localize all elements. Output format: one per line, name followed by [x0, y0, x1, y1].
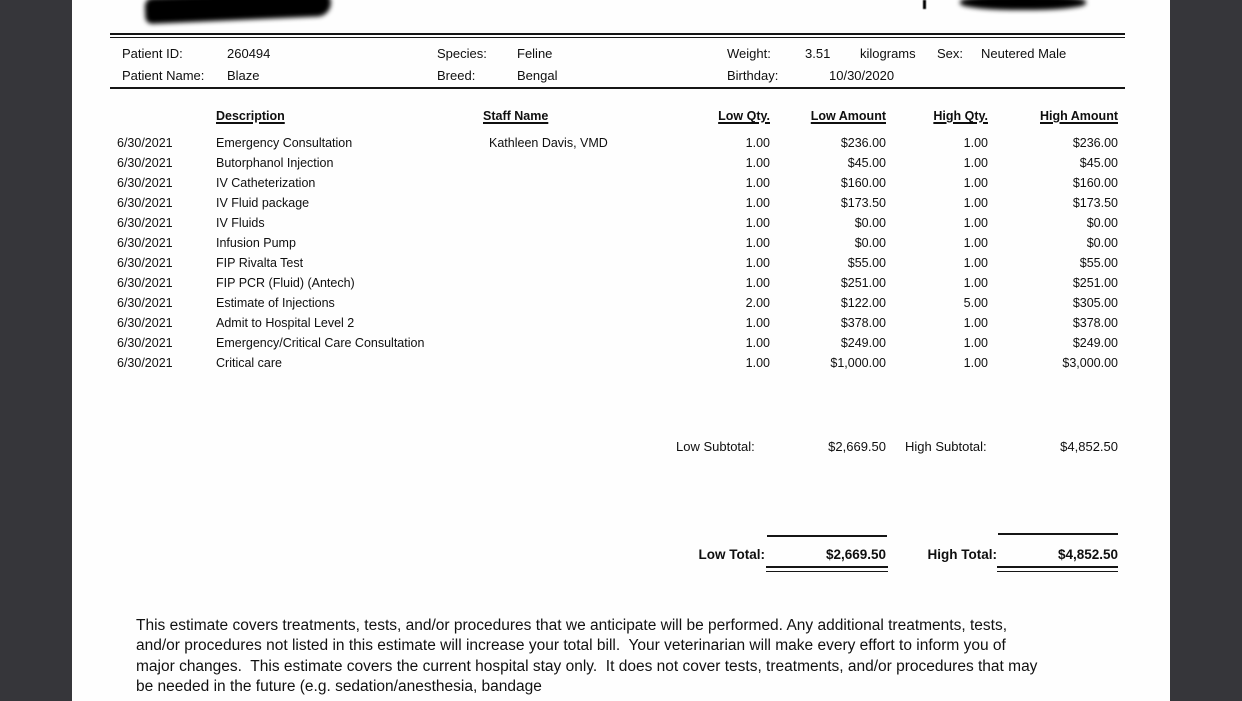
- row-date: 6/30/2021: [117, 176, 173, 190]
- row-date: 6/30/2021: [117, 296, 173, 310]
- table-row: [72, 353, 1170, 373]
- column-header-low-qty: Low Qty.: [718, 109, 770, 123]
- row-description: FIP PCR (Fluid) (Antech): [216, 276, 355, 290]
- row-high-qty: 1.00: [963, 196, 988, 210]
- row-description: Butorphanol Injection: [216, 156, 334, 170]
- table-row: [72, 213, 1170, 233]
- row-date: 6/30/2021: [117, 356, 173, 370]
- column-header-high-qty: High Qty.: [933, 109, 988, 123]
- redacted-clinic-logo: [145, 0, 332, 24]
- document-page: [72, 0, 1170, 701]
- row-high-amount: $55.00: [1079, 256, 1118, 270]
- high-total-double-rule: [997, 566, 1118, 568]
- row-low-qty: 1.00: [745, 336, 770, 350]
- row-low-qty: 1.00: [745, 356, 770, 370]
- row-description: FIP Rivalta Test: [216, 256, 304, 270]
- redacted-text-remnant: [923, 0, 926, 9]
- row-description: Emergency Consultation: [216, 136, 353, 150]
- row-low-qty: 1.00: [745, 276, 770, 290]
- column-header-low-amount: Low Amount: [810, 109, 886, 123]
- row-low-amount: $45.00: [847, 156, 886, 170]
- row-high-qty: 1.00: [963, 176, 988, 190]
- row-high-qty: 1.00: [963, 236, 988, 250]
- row-high-qty: 1.00: [963, 356, 988, 370]
- table-row: [72, 153, 1170, 173]
- high-subtotal-label: High Subtotal:: [905, 439, 987, 454]
- row-low-amount: $55.00: [847, 256, 886, 270]
- row-high-amount: $3,000.00: [1062, 356, 1118, 370]
- high-total-value: $4,852.50: [1057, 547, 1118, 562]
- header-double-rule: [110, 33, 1125, 35]
- row-low-amount: $173.50: [840, 196, 886, 210]
- low-subtotal-label: Low Subtotal:: [676, 439, 755, 454]
- row-high-qty: 1.00: [963, 276, 988, 290]
- row-low-qty: 1.00: [745, 256, 770, 270]
- row-high-qty: 1.00: [963, 156, 988, 170]
- redacted-header-stamp: [960, 0, 1086, 10]
- row-high-amount: $0.00: [1086, 216, 1118, 230]
- low-total-value: $2,669.50: [825, 547, 886, 562]
- low-total-label: Low Total:: [698, 547, 765, 562]
- row-low-amount: $160.00: [840, 176, 886, 190]
- row-high-amount: $305.00: [1072, 296, 1118, 310]
- row-low-qty: 1.00: [745, 176, 770, 190]
- header-bottom-rule: [110, 87, 1125, 89]
- row-low-qty: 1.00: [745, 196, 770, 210]
- disclaimer-text: This estimate covers treatments, tests, and/or procedures that we anticipate will be performed. Any additional treatments, tests, and/or procedures not listed in this estimate will increase your total bill. Your veterinarian will make every effort to inform you of major changes. This estimate covers the current hospital stay only. It does not cover tests, treatments, and/or procedures that may be needed in the future (e.g. sedation/anesthesia, bandage: [136, 617, 1042, 695]
- table-row: [72, 133, 1170, 153]
- row-date: 6/30/2021: [117, 216, 173, 230]
- row-low-amount: $249.00: [840, 336, 886, 350]
- sex-value: Neutered Male: [981, 46, 1067, 61]
- row-low-amount: $236.00: [840, 136, 886, 150]
- weight-unit: kilograms: [860, 46, 916, 61]
- row-description: Estimate of Injections: [216, 296, 335, 310]
- breed-value: Bengal: [517, 68, 558, 83]
- high-subtotal-value: $4,852.50: [1060, 439, 1118, 454]
- row-low-qty: 1.00: [745, 216, 770, 230]
- table-row: [72, 293, 1170, 313]
- row-high-amount: $0.00: [1086, 236, 1118, 250]
- weight-value: 3.51: [805, 46, 831, 61]
- row-high-qty: 1.00: [963, 316, 988, 330]
- row-high-amount: $251.00: [1072, 276, 1118, 290]
- row-staff-name: Kathleen Davis, VMD: [489, 136, 608, 150]
- column-header-staff-name: Staff Name: [483, 109, 549, 123]
- high-total-double-rule: [997, 571, 1118, 573]
- row-description: Admit to Hospital Level 2: [216, 316, 355, 330]
- row-description: Emergency/Critical Care Consultation: [216, 336, 425, 350]
- row-high-qty: 1.00: [963, 336, 988, 350]
- row-description: IV Fluid package: [216, 196, 310, 210]
- patient-name-value: Blaze: [227, 68, 260, 83]
- row-low-qty: 1.00: [745, 136, 770, 150]
- birthday-value: 10/30/2020: [829, 68, 895, 83]
- row-date: 6/30/2021: [117, 196, 173, 210]
- row-date: 6/30/2021: [117, 156, 173, 170]
- line-items: [72, 133, 1170, 373]
- row-date: 6/30/2021: [117, 236, 173, 250]
- table-row: [72, 273, 1170, 293]
- breed-label: Breed:: [437, 68, 476, 83]
- table-row: [72, 333, 1170, 353]
- table-row: [72, 233, 1170, 253]
- row-high-amount: $45.00: [1079, 156, 1118, 170]
- row-low-amount: $0.00: [854, 216, 886, 230]
- row-low-amount: $1,000.00: [830, 356, 886, 370]
- row-date: 6/30/2021: [117, 316, 173, 330]
- species-value: Feline: [517, 46, 553, 61]
- low-total-double-rule: [766, 571, 888, 573]
- table-row: [72, 193, 1170, 213]
- table-row: [72, 253, 1170, 273]
- row-date: 6/30/2021: [117, 256, 173, 270]
- high-total-label: High Total:: [927, 547, 997, 562]
- row-low-amount: $251.00: [840, 276, 886, 290]
- high-total-top-rule: [998, 533, 1118, 535]
- birthday-label: Birthday:: [727, 68, 779, 83]
- row-low-amount: $0.00: [854, 236, 886, 250]
- row-high-amount: $173.50: [1072, 196, 1118, 210]
- low-total-top-rule: [767, 535, 887, 537]
- patient-name-label: Patient Name:: [122, 68, 205, 83]
- header-double-rule: [110, 37, 1125, 39]
- row-high-amount: $249.00: [1072, 336, 1118, 350]
- low-total-double-rule: [766, 566, 888, 568]
- row-date: 6/30/2021: [117, 276, 173, 290]
- row-high-amount: $236.00: [1072, 136, 1118, 150]
- species-label: Species:: [437, 46, 487, 61]
- column-header-description: Description: [216, 109, 285, 123]
- row-description: IV Fluids: [216, 216, 265, 230]
- row-high-qty: 5.00: [963, 296, 988, 310]
- row-low-qty: 1.00: [745, 236, 770, 250]
- row-description: Infusion Pump: [216, 236, 296, 250]
- row-low-amount: $122.00: [840, 296, 886, 310]
- table-row: [72, 173, 1170, 193]
- table-row: [72, 313, 1170, 333]
- patient-id-value: 260494: [227, 46, 271, 61]
- row-low-qty: 1.00: [745, 316, 770, 330]
- row-low-qty: 1.00: [745, 156, 770, 170]
- row-high-qty: 1.00: [963, 256, 988, 270]
- low-subtotal-value: $2,669.50: [828, 439, 886, 454]
- row-low-qty: 2.00: [745, 296, 770, 310]
- patient-id-label: Patient ID:: [122, 46, 183, 61]
- row-date: 6/30/2021: [117, 136, 173, 150]
- row-high-amount: $378.00: [1072, 316, 1118, 330]
- row-description: IV Catheterization: [216, 176, 316, 190]
- row-date: 6/30/2021: [117, 336, 173, 350]
- row-high-qty: 1.00: [963, 216, 988, 230]
- row-high-amount: $160.00: [1072, 176, 1118, 190]
- sex-label: Sex:: [937, 46, 964, 61]
- weight-label: Weight:: [727, 46, 771, 61]
- row-description: Critical care: [216, 356, 282, 370]
- column-header-high-amount: High Amount: [1040, 109, 1118, 123]
- row-high-qty: 1.00: [963, 136, 988, 150]
- row-low-amount: $378.00: [840, 316, 886, 330]
